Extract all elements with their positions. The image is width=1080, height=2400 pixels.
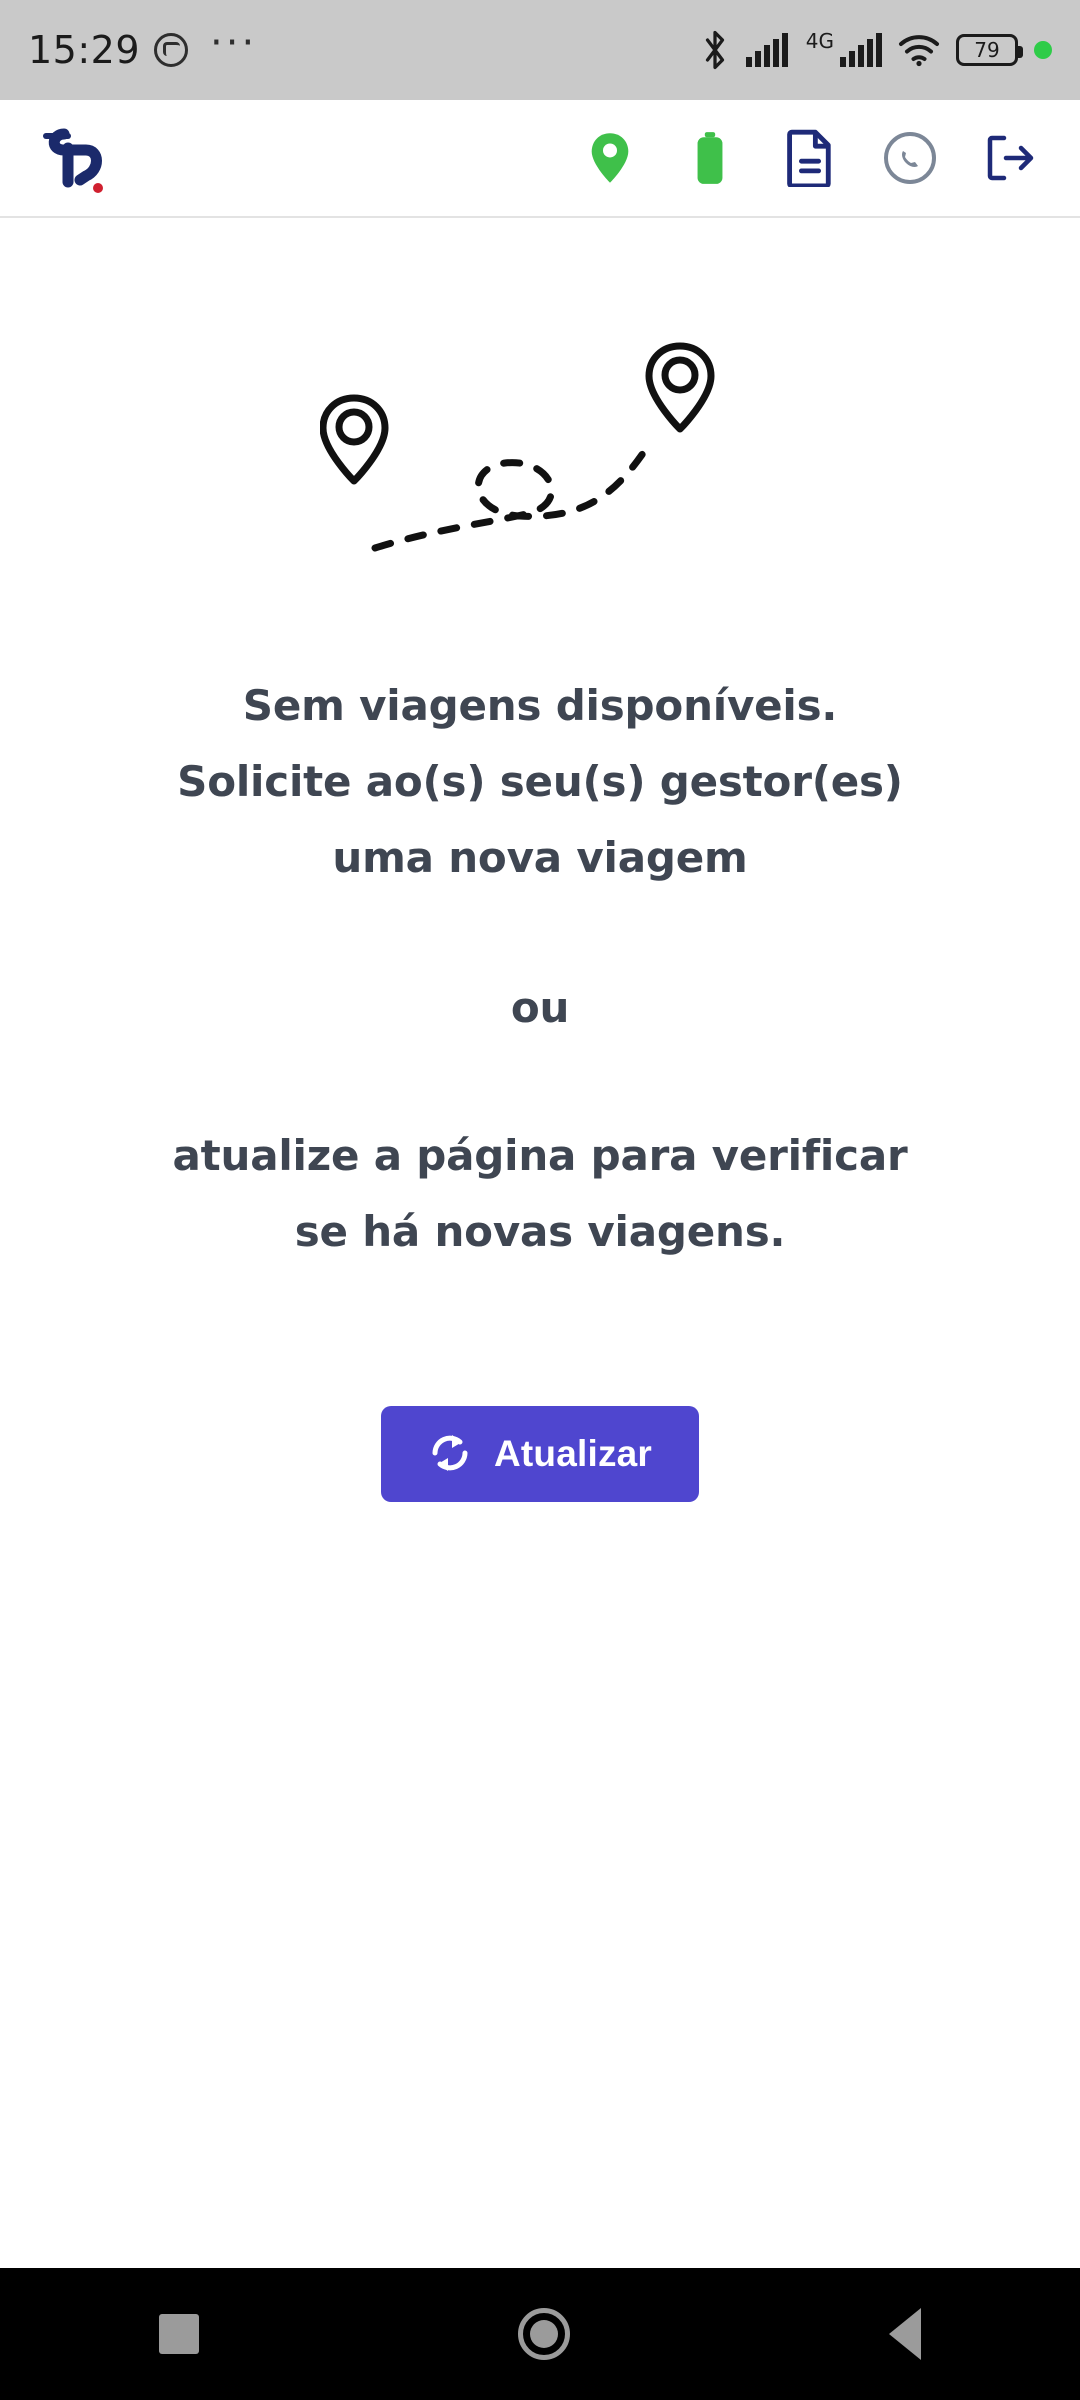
status-bar-right xyxy=(700,29,1052,71)
status-bar-left xyxy=(28,20,258,72)
back-triangle-icon[interactable] xyxy=(889,2308,921,2360)
bluetooth-icon xyxy=(700,29,730,71)
cellular-signal-icon xyxy=(746,33,788,67)
app-bar-actions xyxy=(582,128,1046,188)
empty-message-line-5: se há novas viagens. xyxy=(294,1207,786,1256)
app-bar xyxy=(0,100,1080,218)
document-icon[interactable] xyxy=(782,128,838,188)
empty-message-line-3: uma nova viagem xyxy=(332,833,748,882)
empty-message-or: ou xyxy=(510,983,570,1032)
refresh-icon xyxy=(428,1431,472,1478)
empty-message-line-2: Solicite ao(s) seu(s) gestor(es) xyxy=(177,757,903,806)
battery-green-icon[interactable] xyxy=(682,128,738,188)
location-pin-icon[interactable] xyxy=(582,128,638,188)
more-dots-icon: ··· xyxy=(210,20,258,66)
route-with-two-map-pins-illustration xyxy=(320,338,760,598)
recents-square-icon[interactable] xyxy=(159,2314,199,2354)
refresh-button-label: Atualizar xyxy=(493,1433,653,1474)
whatsapp-icon xyxy=(154,33,188,67)
battery-level-label: 79 xyxy=(974,38,1000,62)
network-type-label: 4G xyxy=(805,29,834,53)
refresh-button[interactable] xyxy=(381,1406,699,1502)
main-content xyxy=(0,218,1080,2158)
logout-icon[interactable] xyxy=(982,128,1038,188)
battery-indicator xyxy=(956,34,1018,66)
whatsapp-icon[interactable] xyxy=(882,128,938,188)
cellular-signal-secondary-icon xyxy=(840,33,882,67)
empty-message-line-1: Sem viagens disponíveis. xyxy=(242,681,838,730)
empty-state-message xyxy=(173,668,908,1270)
brand-r-logo[interactable] xyxy=(34,118,120,198)
home-circle-icon[interactable] xyxy=(518,2308,570,2360)
green-status-dot-icon xyxy=(1034,41,1052,59)
status-bar xyxy=(0,0,1080,100)
empty-message-line-4: atualize a página para verificar xyxy=(172,1131,908,1180)
android-navigation-bar xyxy=(0,2268,1080,2400)
wifi-icon xyxy=(898,33,940,67)
status-clock: 15:29 xyxy=(28,28,141,72)
